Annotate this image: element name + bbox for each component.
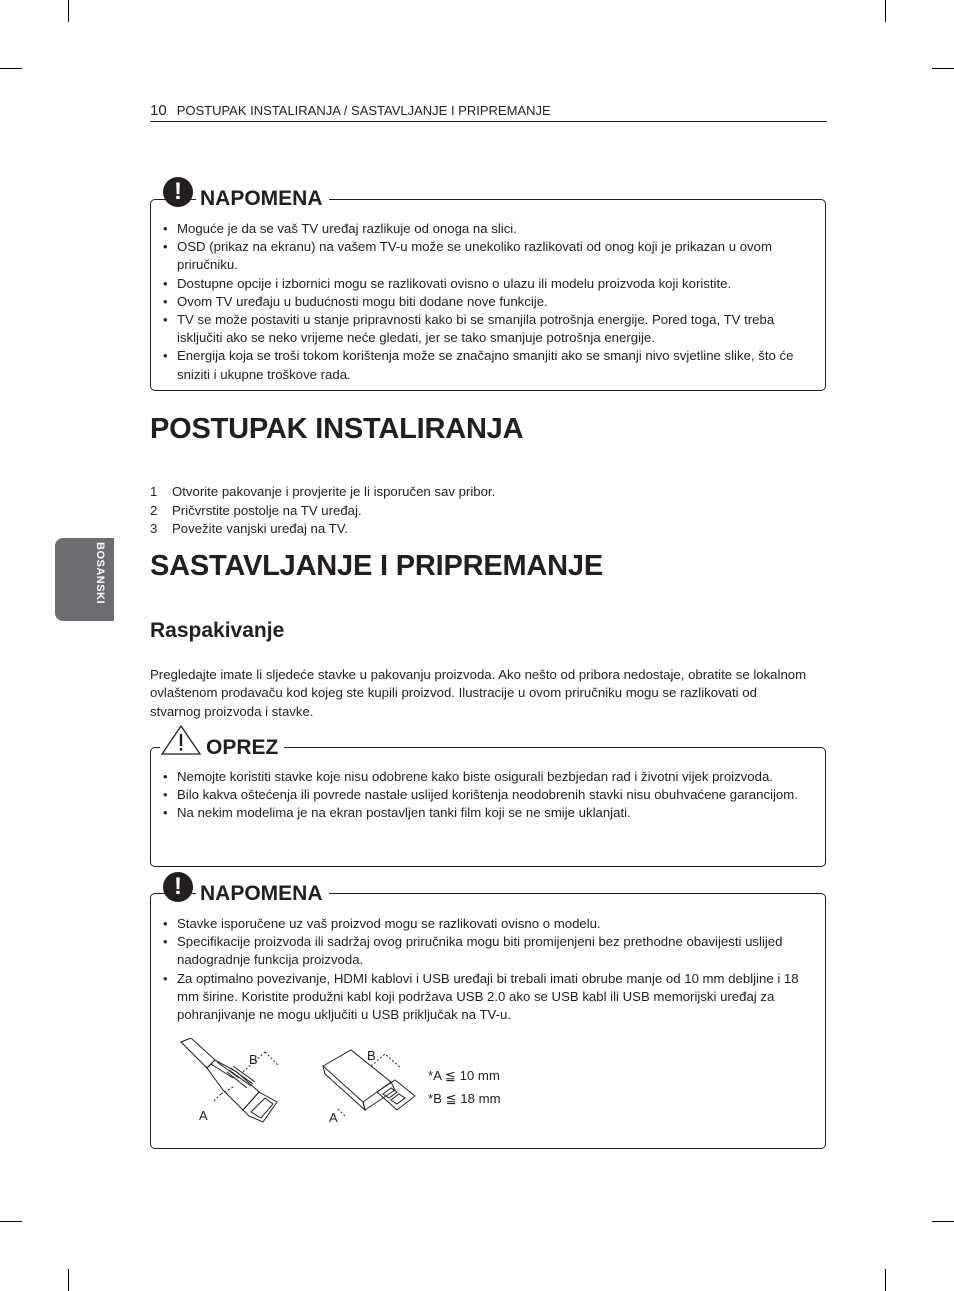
list-item: • Na nekim modelima je na ekran postavljen tanki film koji se ne smije uklanjati. — [163, 804, 811, 822]
crop-mark — [932, 1221, 954, 1222]
exclamation-icon: ! — [163, 177, 193, 207]
crop-mark — [68, 1269, 69, 1291]
section-title: SASTAVLJANJE I PRIPREMANJE — [150, 550, 603, 582]
list-item: • Nemojte koristiti stavke koje nisu odobrene kako biste osigurali bezbjedan rad i životni vijek proizvoda. — [163, 768, 811, 786]
dimension-label-a: A — [329, 1110, 338, 1125]
note-title: NAPOMENA — [196, 187, 329, 211]
page-number: 10 — [150, 102, 167, 119]
list-item: • Energija koja se troši tokom korištenja može se značajno smanjiti ako se smanji nivo svjetline slike, što će sniziti i ukupne troškove rada. — [163, 347, 811, 383]
step-item: 1 Otvorite pakovanje i provjerite je li isporučen sav pribor. — [150, 484, 496, 499]
list-item: • TV se može postaviti u stanje pripravnosti kako bi se smanjila potrošnja energije. Pored toga, TV treba isključiti ako se neko vrijeme neće gledati, jer se tako smanjuje potrošnja energije. — [163, 311, 811, 347]
language-side-label: BOSANSKI — [94, 542, 106, 605]
list-item: • OSD (prikaz na ekranu) na vašem TV-u može se unekoliko razlikovati od onog koji je prikazan u ovom priručniku. — [163, 238, 811, 274]
section-title: POSTUPAK INSTALIRANJA — [150, 413, 524, 445]
step-item: 3 Povežite vanjski uređaj na TV. — [150, 521, 348, 536]
dimension-label-b: B — [249, 1052, 258, 1067]
list-item: • Dostupne opcije i izbornici mogu se razlikovati ovisno o ulazu ili modelu proizvoda koji koristite. — [163, 275, 811, 293]
crop-mark — [0, 68, 22, 69]
spec-b: *B ≦ 18 mm — [428, 1091, 501, 1106]
caution-title: OPREZ — [202, 736, 284, 760]
subsection-title: Raspakivanje — [150, 619, 285, 642]
dimension-label-a: A — [199, 1108, 208, 1123]
crop-mark — [885, 0, 886, 22]
list-item: • Moguće je da se vaš TV uređaj razlikuje od onoga na slici. — [163, 220, 811, 238]
list-item: • Bilo kakva oštećenja ili povrede nastale uslijed korištenja neodobrenih stavki nisu obuhvaćene garancijom. — [163, 786, 811, 804]
usb-stick-illustration — [317, 1044, 435, 1128]
spec-a: *A ≦ 10 mm — [428, 1068, 500, 1083]
note-title: NAPOMENA — [196, 882, 329, 906]
warning-triangle-icon — [160, 724, 202, 756]
steps-list — [150, 483, 495, 539]
note-list — [163, 915, 811, 1024]
crop-mark — [885, 1269, 886, 1291]
list-item: • Stavke isporučene uz vaš proizvod mogu se razlikovati ovisno o modelu. — [163, 915, 811, 933]
list-item: • Ovom TV uređaju u budućnosti mogu biti dodane nove funkcije. — [163, 293, 811, 311]
dimension-label-b: B — [367, 1048, 376, 1063]
note-list — [163, 220, 811, 384]
caution-list — [163, 768, 811, 823]
page-header — [150, 101, 827, 122]
note-box — [150, 893, 826, 1149]
crop-mark — [0, 1221, 22, 1222]
note-box — [150, 199, 826, 391]
hdmi-connector-illustration — [173, 1038, 291, 1126]
crop-mark — [68, 0, 69, 22]
step-item: 2 Pričvrstite postolje na TV uređaj. — [150, 502, 362, 518]
crop-mark — [932, 68, 954, 69]
caution-box — [150, 747, 826, 867]
intro-paragraph: Pregledajte imate li sljedeće stavke u pakovanju proizvoda. Ako nešto od pribora nedostaje, obratite se lokalnom ovlaštenom prodavaču kod kojeg ste kupili proizvod. Ilustracije u ovom priručniku mogu se razlikovati od stvarnog proizvoda i stavke. — [150, 667, 807, 719]
header-title: POSTUPAK INSTALIRANJA / SASTAVLJANJE I PRIPREMANJE — [176, 103, 551, 118]
exclamation-icon: ! — [163, 872, 193, 902]
list-item: • Specifikacije proizvoda ili sadržaj ovog priručnika mogu biti promijenjeni bez prethodne obavijesti uslijed nadogradnje funkcija proizvoda. — [163, 933, 811, 969]
list-item: • Za optimalno povezivanje, HDMI kablovi i USB uređaji bi trebali imati obrube manje od 10 mm debljine i 18 mm širine. Koristite produžni kabl koji podržava USB 2.0 ako se USB kabl ili USB memorijski uređaj za pohranjivanje ne mogu uključiti u USB priključak na TV-u. — [163, 970, 811, 1025]
